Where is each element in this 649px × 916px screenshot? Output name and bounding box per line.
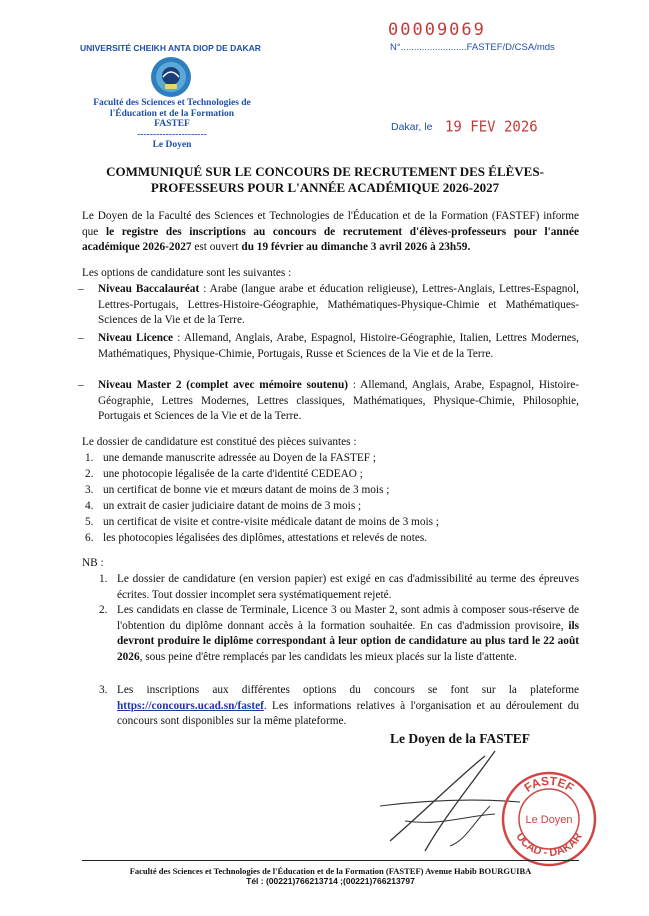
option-label: Niveau Master 2 (complet avec mémoire soutenu) (98, 379, 349, 391)
stamp-bottom-text: UCAD - DAKAR (513, 830, 585, 860)
list-item: 5. un certificat de visite et contre-visite médicale datant de moins de 3 mois ; (85, 516, 439, 528)
nb-label: NB : (82, 557, 104, 569)
intro-text-2: est ouvert (191, 241, 242, 253)
list-item: 3. un certificat de bonne vie et mœurs datant de moins de 3 mois ; (85, 484, 390, 496)
option-item (78, 331, 579, 362)
option-item (78, 282, 579, 329)
options-heading: Les options de candidature sont les suivantes : (82, 267, 292, 279)
title-line-1: COMMUNIQUÉ SUR LE CONCOURS DE RECRUTEMENT DES ÉLÈVES- (106, 164, 544, 179)
faculty-line-1: Faculté des Sciences et Technologies de (93, 98, 251, 108)
dean-label: Le Doyen (152, 140, 192, 150)
signature-title: Le Doyen de la FASTEF (390, 731, 531, 746)
stamp-top-text: FASTEF (521, 773, 577, 795)
option-label: Niveau Baccalauréat (98, 283, 200, 295)
official-stamp-icon (500, 770, 598, 868)
date-stamp: 19 FEV 2026 (445, 118, 538, 136)
intro-text-1: Le Doyen de la Faculté des Sciences et Technologies de l'Éducation et de la Formation (FASTEF) informe que (82, 210, 579, 238)
nb-item: 3. Les inscriptions aux différentes options du concours se font sur la plateforme https://concours.ucad.sn/fastef. Les informations relatives à l'organisation et au déroulement du concours sont disponibles sur la même plateforme. (99, 684, 579, 727)
list-item: 1. une demande manuscrite adressée au Doyen de la FASTEF ; (85, 452, 377, 464)
list-item: 4. un extrait de casier judiciaire datant de moins de 3 mois ; (85, 500, 362, 512)
university-name: UNIVERSITÉ CHEIKH ANTA DIOP DE DAKAR (80, 43, 261, 53)
footer-phone: Tél : (00221)766213714 ;(00221)766213797 (246, 876, 415, 886)
option-text: : Arabe (langue arabe et éducation religieuse), Lettres-Anglais, Lettres-Espagnol, Lettres-Portugais, Lettres-Histoire-Géographie, Mathématiques-Physique-Chimie et Mathématiques-Sciences de la Vie et de la Terre. (98, 283, 579, 326)
place-date-label: Dakar, le (391, 121, 433, 133)
platform-link[interactable]: https://concours.ucad.sn/fastef (117, 699, 264, 712)
intro-bold-1: le registre des inscriptions au concours de recrutement d'élèves-professeurs pour l'année académique 2026-2027 (82, 225, 579, 253)
document-number: 00009069 (388, 20, 486, 40)
dash-bullet: – (78, 283, 84, 295)
nb-item: 2. Les candidats en classe de Terminale, Licence 3 ou Master 2, sont admis à composer sous-réserve de l'obtention du diplôme donnant accès à la formation souhaitée. En cas d'admission provisoire, ils devront produire le diplôme correspondant à leur option de candidature au plus tard le 22 août 2026, sous peine d'être remplacés par les candidats les mieux placés sur la liste d'attente. (99, 604, 579, 663)
document-reference: N°.........................FASTEF/D/CSA/mds (390, 42, 555, 53)
footer-address: Faculté des Sciences et Technologies de l'Éducation et de la Formation (FASTEF) Avenue Habib BOURGUIBA (129, 866, 532, 876)
svg-text:UCAD - DAKAR (513, 831, 584, 859)
title-line-2: PROFESSEURS POUR L'ANNÉE ACADÉMIQUE 2026-2027 (150, 180, 500, 195)
option-label: Niveau Licence (98, 332, 174, 344)
page-title (60, 164, 590, 196)
ucad-logo-icon (150, 56, 192, 98)
intro-paragraph (82, 209, 579, 256)
dash-bullet: – (78, 379, 84, 391)
stamp-center-text: Le Doyen (525, 814, 573, 826)
list-item: 6. les photocopies légalisées des diplômes, attestations et relevés de notes. (85, 532, 428, 544)
dossier-heading: Le dossier de candidature est constitué des pièces suivantes : (82, 436, 357, 448)
option-text: : Allemand, Anglais, Arabe, Espagnol, Histoire-Géographie, Lettres Modernes, Lettres classiques, Mathématiques, Physique-Chimie, Philosophie, Portugais et Sciences de la Vie et de la Terre. (98, 379, 580, 422)
footer-divider (82, 860, 579, 861)
faculty-line-2: l'Éducation et de la Formation (109, 108, 235, 119)
faculty-divider: ---------------------- (137, 129, 207, 140)
option-item (78, 378, 580, 425)
dash-bullet: – (78, 332, 84, 344)
faculty-abbr: FASTEF (154, 119, 190, 129)
faculty-block (82, 98, 262, 151)
option-text: : Allemand, Anglais, Arabe, Espagnol, Histoire-Géographie, Italien, Lettres Modernes, Mathématiques, Physique-Chimie, Portugais, Russe et Sciences de la Vie et de la Terre. (98, 332, 579, 360)
nb-item: 1. Le dossier de candidature (en version papier) est exigé en cas d'admissibilité au terme des épreuves écrites. Tout dossier incomplet sera systématiquement rejeté. (99, 573, 579, 601)
intro-bold-2: du 19 février au dimanche 3 avril 2026 à 23h59. (241, 241, 471, 253)
list-item: 2. une photocopie légalisée de la carte d'identité CEDEAO ; (85, 468, 363, 480)
